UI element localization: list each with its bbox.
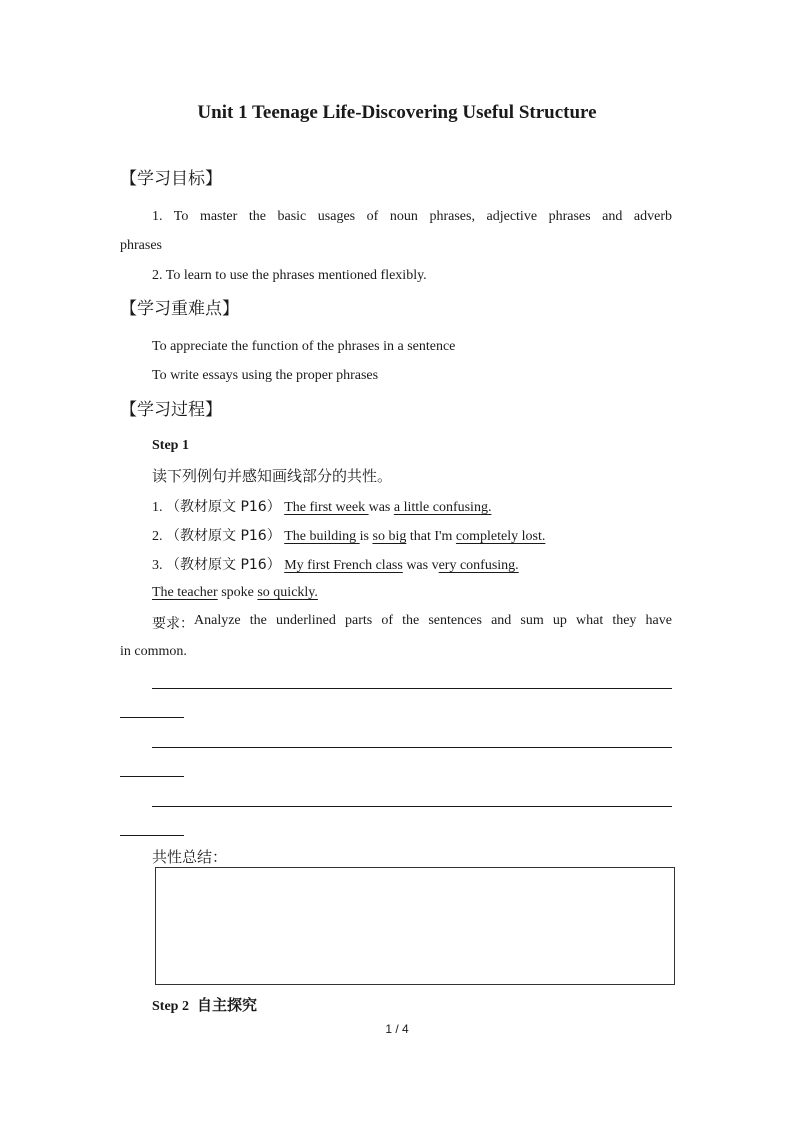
step-2-heading — [152, 994, 257, 1015]
example-sentence-3: 3. （教材原文 P16） My first French class was very confusing. — [152, 557, 519, 573]
answer-line[interactable] — [120, 835, 184, 836]
underlined-phrase: ery confusing. — [438, 558, 519, 573]
step-2-label: Step 2 — [152, 999, 189, 1014]
example-sentence-1: 1. （教材原文 P16） The first week was a little confusing. — [152, 499, 492, 515]
objective-item-1: 1. To master the basic usages of noun phrases, adjective phrases and adverb — [152, 209, 672, 224]
section-heading-key-points: 【学习重难点】 — [120, 299, 239, 319]
objective-item-2: 2. To learn to use the phrases mentioned flexibly. — [152, 268, 427, 283]
answer-line[interactable] — [152, 747, 672, 748]
step-1-label: Step 1 — [152, 438, 189, 453]
underlined-phrase: The first week — [284, 500, 369, 515]
underlined-phrase: so big — [372, 529, 407, 544]
example-sentence-2: 2. （教材原文 P16） The building is so big that I'm completely lost. — [152, 528, 546, 544]
section-heading-process: 【学习过程】 — [120, 400, 222, 420]
step-2-title: 自主探究 — [196, 996, 257, 1014]
step-1-instruction: 读下列例句并感知画线部分的共性。 — [152, 467, 393, 485]
answer-line[interactable] — [152, 806, 672, 807]
underlined-phrase: a little confusing. — [393, 500, 492, 515]
key-point-1: To appreciate the function of the phrases in a sentence — [152, 339, 456, 354]
document-title: Unit 1 Teenage Life-Discovering Useful Structure — [197, 102, 597, 123]
answer-line[interactable] — [152, 688, 672, 689]
example-sentence-3-cont: The teacher spoke so quickly. — [152, 585, 318, 600]
answer-line[interactable] — [120, 776, 184, 777]
underlined-phrase: completely lost. — [455, 529, 546, 544]
underlined-phrase: The building — [284, 529, 360, 544]
answer-line[interactable] — [120, 717, 184, 718]
summary-label: 共性总结： — [152, 848, 228, 866]
requirement-line-1: 要求： Analyze the underlined parts of the sentences and sum up what they have — [152, 613, 672, 632]
section-heading-objectives: 【学习目标】 — [120, 169, 222, 189]
underlined-phrase: so quickly. — [257, 585, 318, 600]
underlined-phrase: The teacher — [152, 585, 218, 600]
page-number: 1 / 4 — [385, 1022, 409, 1036]
requirement-line-2: in common. — [120, 644, 187, 659]
summary-answer-box[interactable] — [155, 867, 675, 985]
underlined-phrase: My first French class — [284, 558, 403, 573]
objective-item-1-cont: phrases — [120, 238, 162, 253]
key-point-2: To write essays using the proper phrases — [152, 368, 379, 383]
